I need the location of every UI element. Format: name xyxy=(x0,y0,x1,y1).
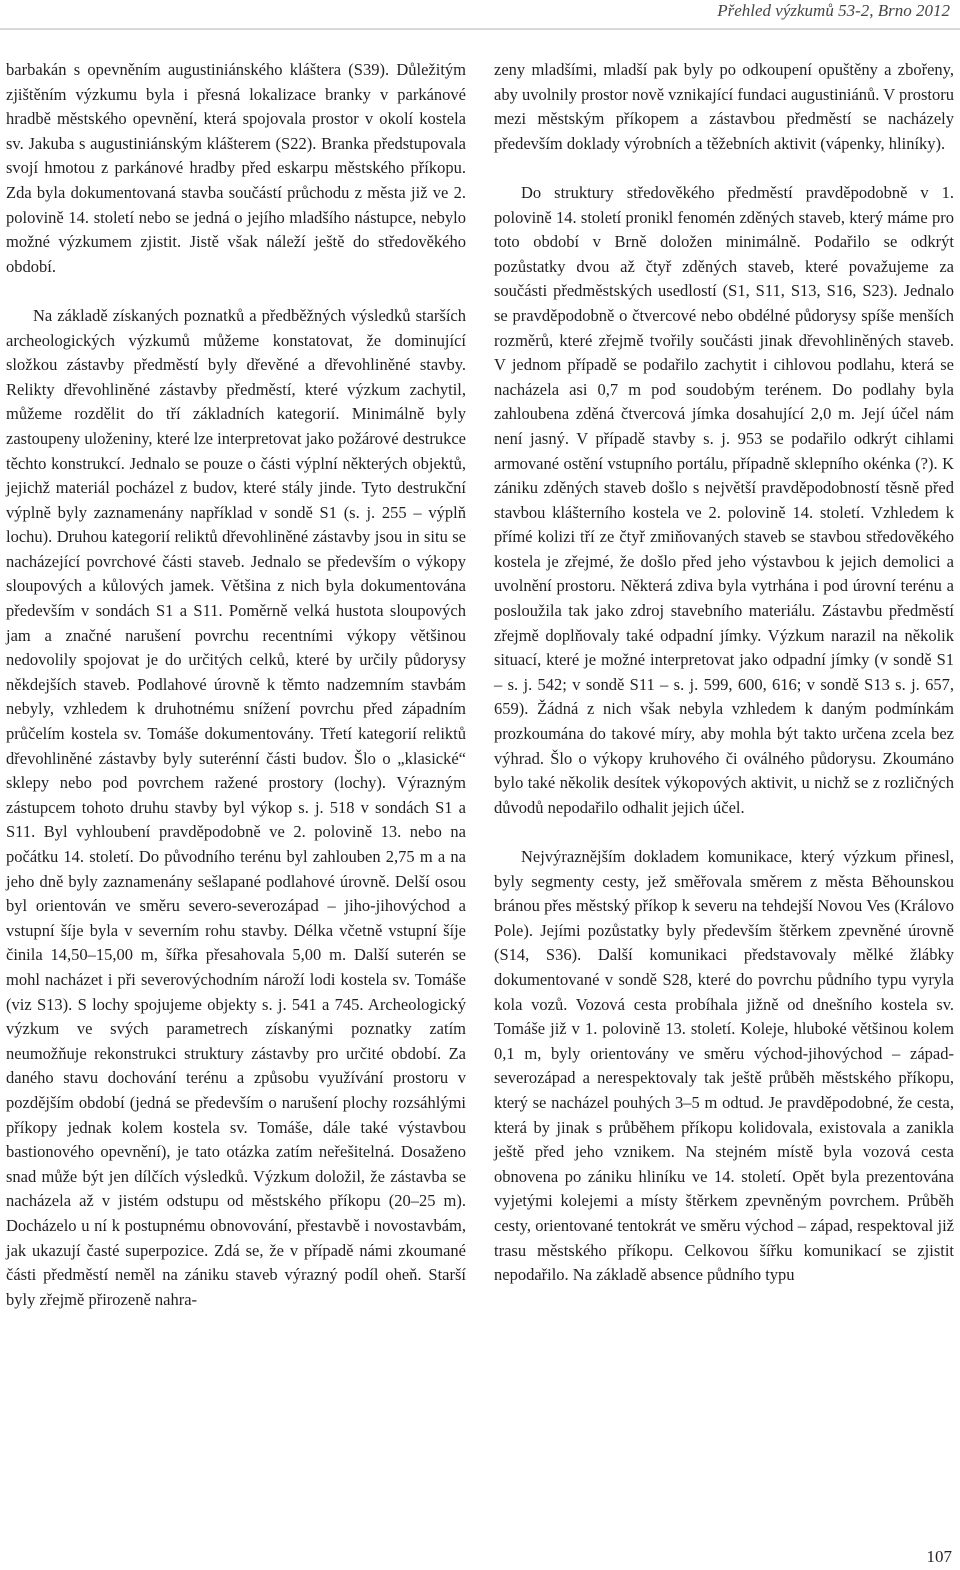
text-column-left xyxy=(6,58,466,1312)
text-column-right xyxy=(494,58,954,1288)
paragraph-masonry-buildings: Do struktury středověkého předměstí pravděpodobně v 1. polovině 14. století pronikl fenomén zděných staveb, který máme pro toto období v Brně doložen minimálně. Podařilo se odkrýt pozůstatky dvou až čtyř zděných staveb, které považujeme za součásti předměstských usedlostí (S1, S11, S13, S16, S23). Jednalo se pravděpodobně o čtvercové nebo obdélné půdorysy spíše menších rozměrů, které zřejmě tvořily součásti jinak dřevohliněných staveb. V jednom případě se podařilo zachytit i cihlovou podlahu, která se nacházela asi 0,7 m pod soudobým terénem. Do podlahy byla zahloubena zděná čtvercová jímka dosahující 2,0 m. Její účel nám není jasný. V případě stavby s. j. 953 se podařilo odkrýt cihlami armované ostění vstupního portálu, případně sklepního okénka (?). K zániku zděných staveb došlo s největší pravděpodobností těsně před stavbou klášterního kostela ve 2. polovině 14. století. Vzhledem k přímé kolizi tří ze čtyř zmiňovaných staveb se stavbou středověkého kostela je zřejmé, že došlo před jeho výstavbou k jejich demolici a uvolnění prostoru. Některá zdiva byla vytrhána i pod úrovní terénu a posloužila tak jako zdroj stavebního materiálu. Zástavbu předměstí zřejmě doplňovaly také odpadní jímky. Výzkum narazil na několik situací, které je možné interpretovat jako odpadní jímky (v sondě S1 – s. j. 542; v sondě S11 – s. j. 599, 600, 616; v sondě S13 s. j. 657, 659). Žádná z nich však nebyla vzhledem k daným podmínkám prozkoumána do takové míry, aby mohla být takto určena zcela bez výhrad. Šlo o výkopy kruhového či oválného půdorysu. Zkoumáno bylo také několik desítek výkopových aktivit, u nichž se z rozličných důvodů nepodařilo odhalit jejich účel. xyxy=(494,182,954,817)
running-header-title: Přehled výzkumů 53-2, Brno 2012 xyxy=(717,1,950,20)
paragraph-settlement-structures: Na základě získaných poznatků a předběžných výsledků starších archeologických výzkumů můžeme konstatovat, že dominující složkou zástavby předměstí byly dřevěné a dřevohliněné stavby. Relikty dřevohliněné zástavby předměstí, které výzkum zachytil, můžeme rozdělit do tří základních kategorií. Minimálně byly zastoupeny uloženiny, které lze interpretovat jako požárové destrukce těchto konstrukcí. Jednalo se pouze o části výplní některých objektů, jejichž materiál pocházel z budov, které stály jinde. Tyto destrukční výplně byly zaznamenány například v sondě S1 (s. j. 255 – výplň lochu). Druhou kategorií reliktů dřevohliněné zástavby jsou in situ se nacházející povrchové části staveb. Jednalo se především o výkopy sloupových a kůlových jamek. Většina z nich byla dokumentována především v sondách S1 a S11. Poměrně velká hustota sloupových jam a značné narušení povrchu recentními výkopy většinou nedovolily spojovat je do určitých celků, které by určily půdorysy někdejších staveb. Podlahové úrovně k těmto nadzemním stavbám nebyly, vzhledem k druhotnému snížení povrchu před západním průčelím kostela sv. Tomáše dokumentovány. Třetí kategorií reliktů dřevohliněné zástavby byly suterénní části budov. Šlo o „klasické“ sklepy nebo pod povrchem ražené prostory (lochy). Výrazným zástupcem tohoto druhu stavby byl výkop s. j. 518 v sondách S1 a S11. Byl vyhloubení pravděpodobně ve 2. polovině 13. nebo na počátku 14. století. Do původního terénu byl zahlouben 2,75 m a na jeho dně byly zaznamenány sešlapané podlahové úrovně. Delší osou byl orientován ve směru severo-severozápad – jiho-jihovýchod a vstupní šíje byla v severním rohu stavby. Délka včetně vstupní šíje činila 14,50–15,00 m, šířka přesahovala 5,00 m. Další suterén se mohl nacházet i při severovýchodním nároží lodi kostela sv. Tomáše (viz S13). S lochy spojujeme objekty s. j. 541 a 745. Archeologický výzkum ve svých parametrech získanými poznatky zatím neumožňuje rekonstrukci struktury zástavby pro určité období. Za daného stavu dochování terénu a způsobu využívání prostoru v pozdějším období (jedná se především o narušení plochy rozsáhlými příkopy jednak kolem kostela sv. Tomáše, dále také výstavbou bastionového opevnění), je tato otázka zatím neřešitelná. Dosaženo snad může být jen dílčích výsledků. Výzkum doložil, že zástavba se nacházela až v jistém odstupu od městského příkopu (20–25 m). Docházelo u ní k postupnému obnovování, přestavbě i novostavbám, jak ukazují časté superpozice. Zdá se, že v případě námi zkoumané části předměstí neměl na zániku staveb výrazný podíl oheň. Starší byly zřejmě přirozeně nahra- xyxy=(6,305,466,1309)
paragraph-continued-right: zeny mladšími, mladší pak byly po odkoupení opuštěny a zbořeny, aby uvolnily prostor nově vznikající fundaci augustiniánů. V prostoru mezi městským příkopem a zástavbou předměstí se nacházely především doklady výrobních a těžebních aktivit (vápenky, hliníky). xyxy=(494,60,954,153)
paragraph-continued: barbakán s opevněním augustiniánského kláštera (S39). Důležitým zjištěním výzkumu byla i přesná lokalizace branky v parkánové hradbě městského opevnění, která spojovala prostor v okolí kostela sv. Jakuba s augustiniánským klášterem (S22). Branka předstupovala svojí hmotou z parkánové hradby před eskarpu městského příkopu. Zda byla dokumentovaná stavba součástí průchodu z města již ve 2. polovině 14. století nebo se jedná o jejího mladšího nástupce, nebylo možné výzkumem zjistit. Jistě však náleží ještě do středověkého období. xyxy=(6,60,466,276)
page-number: 107 xyxy=(926,1547,952,1566)
paragraph-communications: Nejvýraznějším dokladem komunikace, který výzkum přinesl, byly segmenty cesty, jež směřovala směrem z města Běhounskou bránou přes městský příkop k severu na tehdejší Novou Ves (Královo Pole). Jejími pozůstatky byly především štěrkem zpevněné úrovně (S14, S36). Další komunikaci představovaly mělké žlábky dokumentované v sondě S28, které do povrchu půdního typu vyryla kola vozů. Vozová cesta probíhala jižně od dnešního kostela sv. Tomáše již v 1. polovině 13. století. Koleje, hluboké většinou kolem 0,1 m, byly orientovány ve směru východ-jihovýchod – západ-severozápad a nerespektovaly tak ještě průběh městského příkopu, který se nacházel pouhých 3–5 m odtud. Je pravděpodobné, že cesta, která by jinak s průběhem příkopu kolidovala, existovala a zanikla ještě před jeho vznikem. Na stejném místě byla vozová cesta obnovena po zániku hliníku ve 14. století. Opět byla prezentována vyjetými kolejemi a místy štěrkem zpevněným povrchem. Průběh cesty, orientované tentokrát ve směru východ – západ, respektoval již trasu městského příkopu. Celkovou šířku komunikací se zjistit nepodařilo. Na základě absence půdního typu xyxy=(494,847,954,1285)
header-divider xyxy=(0,28,960,30)
